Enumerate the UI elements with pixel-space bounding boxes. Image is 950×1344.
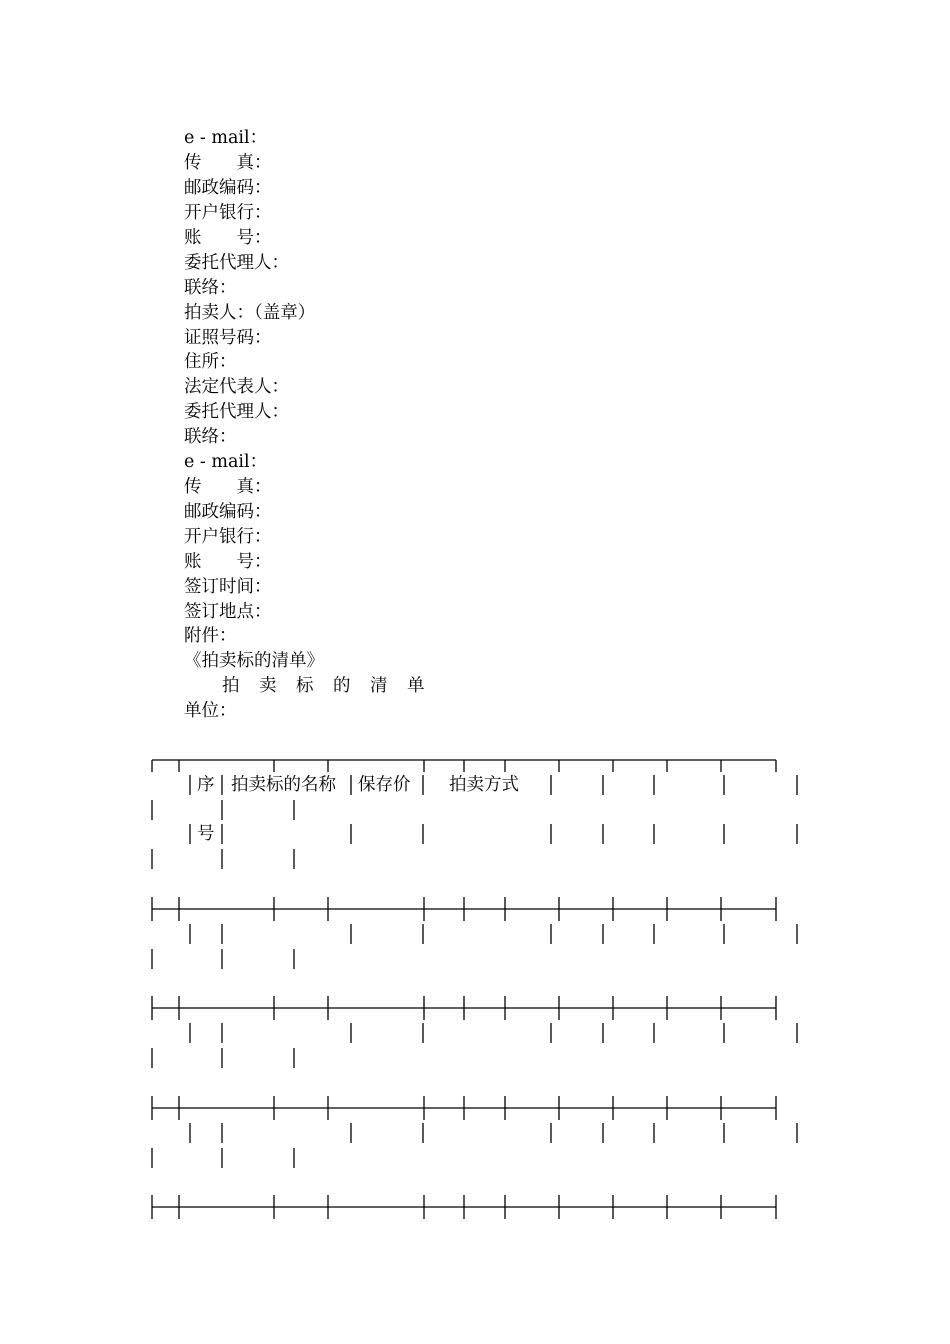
header-seq-bottom: 号: [197, 824, 215, 844]
contact-label-1: 联络：: [184, 278, 237, 298]
postcode-label-1: 邮政编码：: [184, 178, 272, 198]
signing-place-label: 签订地点：: [184, 602, 272, 622]
signing-time-label: 签订时间：: [184, 577, 272, 597]
fax-label-1: 传 真：: [184, 153, 272, 173]
attachment-label: 附件：: [184, 626, 237, 646]
postcode-label-2: 邮政编码：: [184, 502, 272, 522]
unit-label: 单位：: [184, 701, 237, 721]
bank-label-2: 开户银行：: [184, 527, 272, 547]
agent-label-1: 委托代理人：: [184, 253, 289, 273]
email-label-2: e - mail：: [184, 452, 268, 472]
agent-label-2: 委托代理人：: [184, 402, 289, 422]
list-title: 拍 卖 标 的 清 单: [222, 676, 426, 696]
header-auction-method: 拍卖方式: [449, 775, 519, 795]
legal-rep-label: 法定代表人：: [184, 377, 289, 397]
fax-label-2: 传 真：: [184, 477, 272, 497]
header-item-name: 拍卖标的名称: [231, 775, 336, 795]
attachment-title: 《拍卖标的清单》: [184, 651, 324, 671]
bank-label-1: 开户银行：: [184, 203, 272, 223]
email-label-1: e - mail：: [184, 128, 268, 148]
header-reserve-price: 保存价: [358, 775, 411, 795]
account-label-2: 账 号：: [184, 552, 272, 572]
contact-label-2: 联络：: [184, 427, 237, 447]
address-label: 住所：: [184, 352, 237, 372]
license-number-label: 证照号码：: [184, 328, 272, 348]
auctioneer-label: 拍卖人：（盖章）: [184, 303, 316, 323]
header-seq-top: 序: [197, 775, 215, 795]
account-label-1: 账 号：: [184, 228, 272, 248]
